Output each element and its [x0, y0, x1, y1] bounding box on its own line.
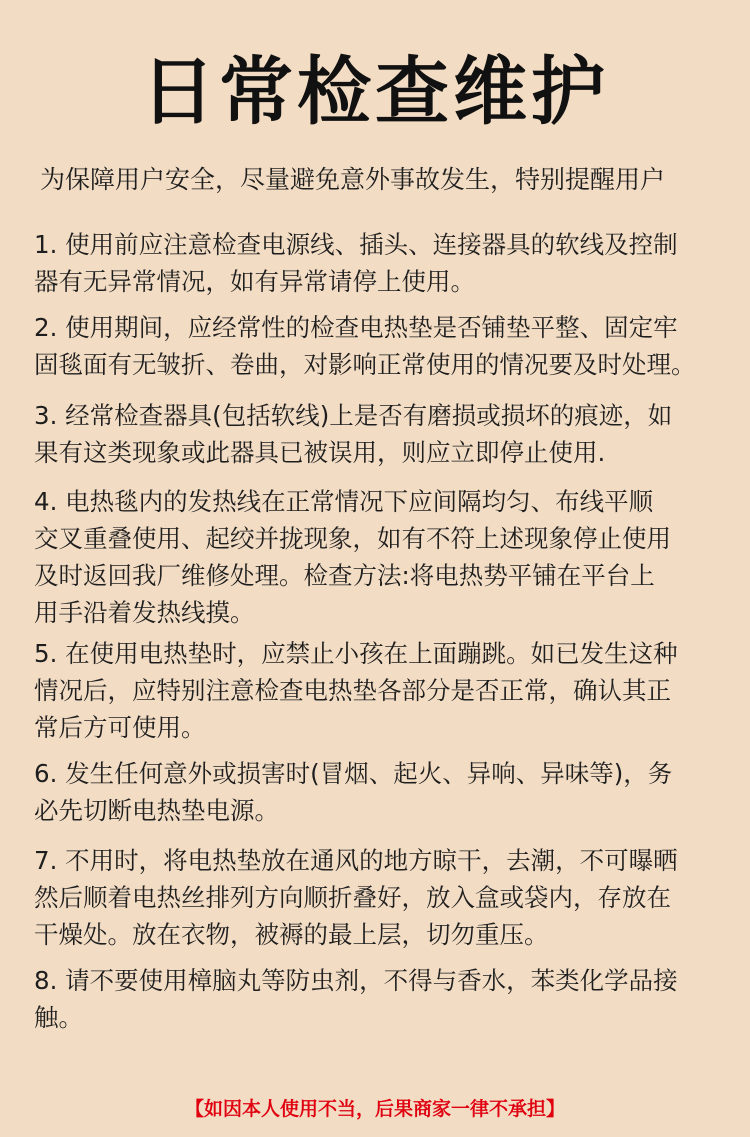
item-line: 7. 不用时，将电热垫放在通风的地方晾干，去潮，不可曝晒 [34, 846, 678, 875]
product-note [8, 1064, 748, 1080]
item-line: 触。 [34, 1003, 83, 1032]
item-line: 必先切断电热垫电源。 [34, 796, 279, 825]
item-line: 器有无异常情况，如有异常请停上使用。 [34, 267, 475, 296]
item-line: 情况后，应特别注意检查电热垫各部分是否正常，确认其正 [34, 676, 671, 705]
item-line: 2. 使用期间，应经常性的检查电热垫是否铺垫平整、固定牢 [34, 313, 678, 342]
item-line: 8. 请不要使用樟脑丸等防虫剂，不得与香水，苯类化学品接 [34, 966, 678, 995]
item-line: 交叉重叠使用、起绞并拢现象，如有不符上述现象停止使用 [34, 524, 671, 553]
page-title: 日常检查维护 [141, 49, 609, 135]
item-line: 固毯面有无皱折、卷曲，对影响正常使用的情况要及时处理。 [34, 350, 696, 379]
item-2 [34, 309, 724, 383]
item-line: 3. 经常检查器具(包括软线)上是否有磨损或损坏的痕迹，如 [34, 401, 673, 430]
item-5 [34, 635, 724, 746]
item-7 [34, 842, 724, 953]
item-1 [34, 226, 724, 300]
item-6 [34, 755, 724, 829]
item-4 [34, 483, 724, 631]
item-line: 常后方可使用。 [34, 713, 206, 742]
item-line: 及时返回我厂维修处理。检查方法:将电热势平铺在平台上 [34, 561, 655, 590]
item-line: 用手沿着发热线摸。 [34, 598, 255, 627]
usage-tips [8, 1038, 748, 1054]
item-line: 然后顺着电热丝排列方向顺折叠好，放入盒或袋内，存放在 [34, 883, 671, 912]
item-line: 6. 发生任何意外或损害时(冒烟、起火、异响、异味等)，务 [34, 759, 673, 788]
item-line: 果有这类现象或此器具已被误用，则应立即停止使用. [34, 438, 606, 467]
item-line: 5. 在使用电热垫时，应禁止小孩在上面蹦跳。如已发生这种 [34, 639, 678, 668]
item-line: 1. 使用前应注意检查电源线、插头、连接器具的软线及控制 [34, 230, 678, 259]
item-line: 4. 电热毯内的发热线在正常情况下应间隔均匀、布线平顺 [34, 487, 654, 516]
disclaimer: 【如因本人使用不当，后果商家一律不承担】 [184, 1098, 565, 1120]
item-8 [34, 962, 724, 1036]
item-line: 干燥处。放在衣物，被褥的最上层，切勿重压。 [34, 920, 549, 949]
intro-text: 为保障用户安全，尽量避免意外事故发生，特别提醒用户 [40, 165, 666, 194]
item-3 [34, 397, 724, 471]
